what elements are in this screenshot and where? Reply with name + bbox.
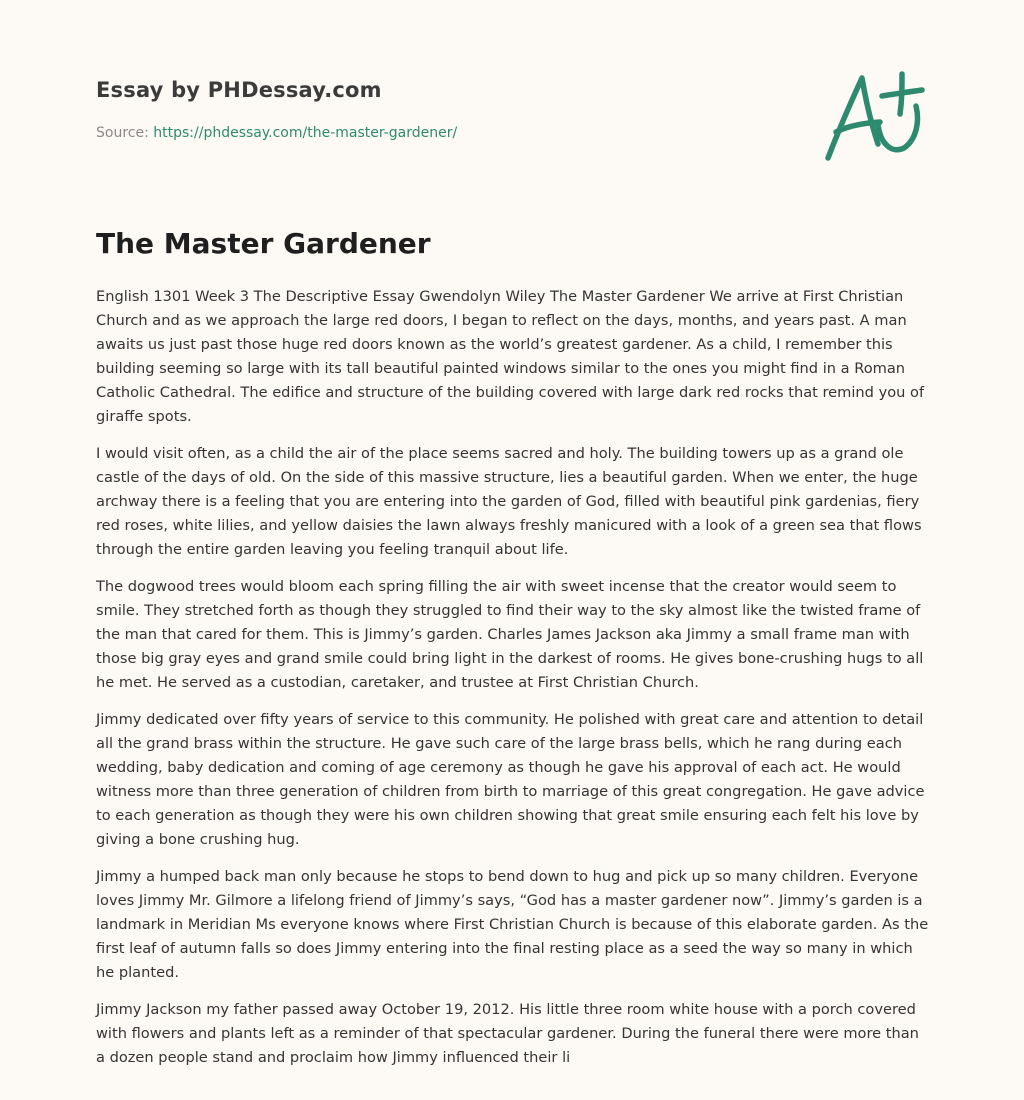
essay-paragraph: English 1301 Week 3 The Descriptive Essay Gwendolyn Wiley The Master Gardener We arrive at First Christian Church and as we approach the large red doors, I began to reflect on the days, months, and years past. A man awaits us just past those huge red doors known as the world’s greatest gardener. As a child, I remember this building seeming so large with its tall beautiful painted windows similar to the ones you might find in a Roman Catholic Cathedral. The edifice and structure of the building covered with large dark red rocks that remind you of giraffe spots.	[96, 288, 925, 425]
essay-paragraph: Jimmy dedicated over fifty years of service to this community. He polished with great care and attention to detail all the grand brass within the structure. He gave such care of the large brass bells, which he rang during each wedding, baby dedication and coming of age ceremony as though he gave his approval of each act. He would witness more than three generation of children from birth to marriage of this great congregation. He gave advice to each generation as though they were his own children showing that great smile ensuring each felt his love by giving a bone crushing hug.	[96, 711, 925, 848]
essay-title: The Master Gardener	[96, 227, 431, 260]
source-label: Source:	[96, 125, 154, 141]
source-link[interactable]: https://phdessay.com/the-master-gardener/	[153, 125, 458, 141]
site-brand: Essay by PHDessay.com	[96, 78, 382, 102]
page-header	[96, 76, 936, 142]
essay-paragraph: I would visit often, as a child the air of the place seems sacred and holy. The building towers up as a grand ole castle of the days of old. On the side of this massive structure, lies a beautiful garden. When we enter, the huge archway there is a feeling that you are entering into the garden of God, filled with beautiful pink gardenias, fiery red roses, white lilies, and yellow daisies the lawn always freshly manicured with a look of a green sea that flows through the entire garden leaving you feeling tranquil about life.	[96, 445, 922, 558]
source-line	[96, 124, 936, 142]
essay-paragraph: Jimmy a humped back man only because he stops to bend down to hug and pick up so many children. Everyone loves Jimmy Mr. Gilmore a lifelong friend of Jimmy’s says, “God has a master gardener now”. Jimmy’s garden is a landmark in Meridian Ms everyone knows where First Christian Church is because of this elaborate garden. As the first leaf of autumn falls so does Jimmy entering into the final resting place as a seed the way so many in which he planted.	[96, 868, 929, 981]
essay-paragraph: The dogwood trees would bloom each spring filling the air with sweet incense that the creator would seem to smile. They stretched forth as though they struggled to find their way to the sky almost like the twisted frame of the man that cared for them. This is Jimmy’s garden. Charles James Jackson aka Jimmy a small frame man with those big gray eyes and grand smile could bring light in the darkest of rooms. He gives bone-crushing hugs to all he met. He served as a custodian, caretaker, and trustee at First Christian Church.	[96, 578, 924, 691]
essay-paragraph: Jimmy Jackson my father passed away October 19, 2012. His little three room white house with a porch covered with flowers and plants left as a reminder of that spectacular gardener. During the funeral there were more than a dozen people stand and proclaim how Jimmy influenced their li	[96, 1001, 919, 1066]
essay-body	[96, 285, 932, 1083]
a-plus-grade-icon	[818, 66, 930, 166]
